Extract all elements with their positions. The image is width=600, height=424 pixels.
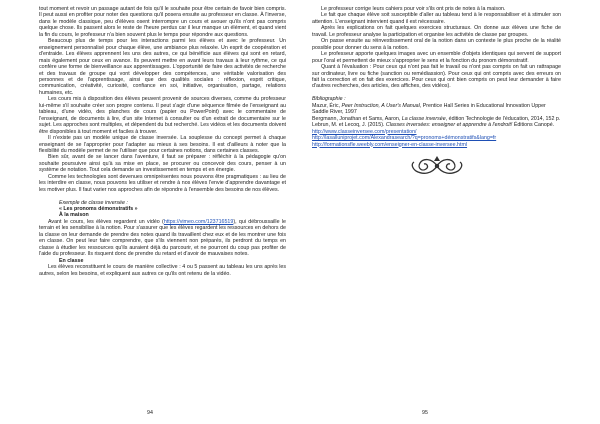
paragraph: tout moment et revoir un passage autant de fois qu'il le souhaite pour être certain de favoir bien compris. Il peut aussi en profiter pour noter des questions qu'il posera ensuite au professeur en classe. À l'inverse, dans le modèle classique, peu d'élèves osent interrompre un cours et avouer qu'ils n'ont pas compris quelque chose. Ils passent alors le reste de l'heure perdus car il leur manque un élément, et quand vient la fin du cours, le professeur n'a bien souvent plus le temps pour répondre aux questions.	[39, 6, 286, 38]
home-paragraph: Avant le cours, les élèves regardent un vidéo (https://vimeo.com/123716519), qui débroussaille le terrain et les sensibilise à la notion. Pour s'assurer que les élèves regardent les ressources en dehors de la classe on leur demande de prendre des notes quand ils travaillent chez eux et de les montrer une fois en classe. On peut leur faire comprendre, que s'ils viennent non préparés, ils perdront du temps en classe à étudier les ressources qu'ils auraient déjà du parcourir, et ne pourront du coup pas profiter de l'aide du professeur. Ils risquent donc de prendre du retard et d'avoir de mauvaises notes.	[39, 218, 286, 258]
bibliography	[312, 96, 561, 148]
paragraph: Les cours mis à disposition des élèves peuvent provenir de sources diverses, comme du professeur lui-même s'il souhaite créer son propre contenu. Il peut s'agir d'une séquence filmée de l'enseignant au tableau, d'une vidéo, des planches de cours (papier ou PowerPoint) avec le commentaire de l'enseignant, de documents à lire, d'un site Internet à consulter ou d'un extrait de documentaire sur le sujet. Les approches sont multiples, et dépendent du but recherché. Les vidéos et les documents doivent être disponibles à tout moment et faciles à trouver.	[39, 96, 286, 135]
bibliography-entry: Bergmann, Jonathan et Sams, Aaron, La classe inversée, édition Technologie de l'éducation, 2014, 152 p.	[312, 115, 561, 122]
page-number-left: 94	[147, 410, 153, 416]
bibliography-entry: Lebrun, M. et Lecoq, J. (2015). Classes inversées: enseigner et apprendre à l'endroit! Éditions Canopé.	[312, 122, 555, 129]
class-paragraph: Les élèves reconstituent le cours de manière collective : 4 ou 5 passent au tableau les uns après les autres, selon les besoins, et expliquent aux autres ce qu'ils ont retenu de la vidéo.	[39, 264, 286, 277]
paragraph: Quant à l'évaluation : Pour ceux qui n'ont pas fait le travail ou n'ont pas compris on fait un rattrapage sur ordinateur, livre ou fiche (sanction ou remédiassion). Pour ceux qui ont compris avec des erreurs on fait la correction et on fait des exercices. Pour ceux qui ont bien compris on peut leur demander à faire d'autres recherches, des articles, des affiches, des vidéos).	[312, 64, 561, 90]
paragraph: Le professeur corrige leurs cahiers pour voir s'ils ont pris de notes à la maison.	[321, 6, 506, 12]
example-title: « Les pronoms démonstratifs »	[59, 206, 138, 213]
page-number-right: 95	[422, 410, 428, 416]
paragraph: Le professeur apporte quelques images avec un ensemble d'objets identiques qui servent de support pour l'oral et permettent de mieux s'approprier le sens et la fonction du pronom démonstratif.	[312, 51, 561, 64]
example-label: Exemple de classe inversée :	[59, 199, 128, 206]
bibliography-entry: Mazur, Éric, Peer Instruction, A User's Manual, Prentice Hall Series in Educational Innovation Upper Saddle River, 1997	[312, 102, 546, 116]
bibliography-heading: Bibliographie :	[312, 96, 346, 103]
paragraph: Après les explications on fait quelques exercices structuraux. On donne aux élèves une fiche de travail. Le professeur analyse la participation et organise les activités de classe par groupes.	[312, 25, 561, 38]
web-link[interactable]: http://formationsfle.weebly.com/enseigner-en-classe-inversee.html	[312, 141, 468, 148]
class-heading: En classe	[59, 257, 84, 264]
paragraph: Comme les technologies sont devenues omniprésentes nous pouvons être pragmatiques : au lieu de les interdire en classe, nous pouvons les utiliser et rendre à nos élèves l'envie d'apprendre davantage et les motiver plus. Il faut varier nos approches afin de répondre à l'ensemble des besoins de nos élèves.	[39, 173, 286, 193]
right-page	[300, 0, 600, 424]
decorative-ornament-icon	[408, 154, 466, 178]
web-link[interactable]: http://www.classeinversee.com/presentation/	[312, 128, 417, 135]
web-link[interactable]: http://lasalluniprojet.com/Alexandrasearch/?q=pronoms+démonstratifs&lang=fr	[312, 135, 497, 142]
paragraph: Beaucoup plus de temps pour les interactions parmi les élèves et avec le professeur. Un enseignement personnalisé pour chaque élève, une ambiance plus relaxée. Un esprit de coopération et d'entraide. Les élèves apprennent les uns des autres, ce qui bénéficie aux élèves qui sont en retard, mais également pour ceux en avance. Ils peuvent mettre en avant leurs travaux à leur rythme, ce qui confère une forme de bienveillance aux apprentissages. L'opportunité de faire des activités de recherche et des travaux de groupe qui vont développer des compétences, une véritable valorisation des personnes et de l'apprentissage, ainsi que des qualités sociales : réflexion, esprit critique, communication, créativité, curiosité, confiance en soi, initiative, organisation, partage, relations humaines, etc.	[39, 38, 286, 96]
home-heading: À la maison	[59, 212, 89, 219]
video-link[interactable]: https://vimeo.com/123716519	[163, 218, 234, 225]
paragraph: Bien sûr, avant de se lancer dans l'aventure, il faut se préparer : réfléchir à la pédagogie qu'on souhaite poursuivre ainsi qu'à sa mise en place, se procurer ou concevoir des cours, penser à un système de notation. Tout cela demande un investissement en temps et en énergie.	[39, 154, 286, 174]
paragraph: Le fait que chaque élève soit susceptible d'aller au tableau tend à le responsabiliser et à stimuler son attention. L'enseignant intervient quand il est nécessaire.	[312, 12, 561, 25]
paragraph: On passe ensuite au réinvestissement oral de la notion dans un contexte le plus proche de la réalité possible pour donner du sens à la notion.	[312, 38, 561, 51]
paragraph: Il n'existe pas un modèle unique de classe inversée. La souplesse du concept permet à chaque enseignant de se l'approprier pour l'adapter au mieux à ses besoins. Il est d'ailleurs à noter que la flexibilité du modèle permet de ne l'utiliser que pour certaines notions, dans certaines classes.	[39, 135, 286, 154]
